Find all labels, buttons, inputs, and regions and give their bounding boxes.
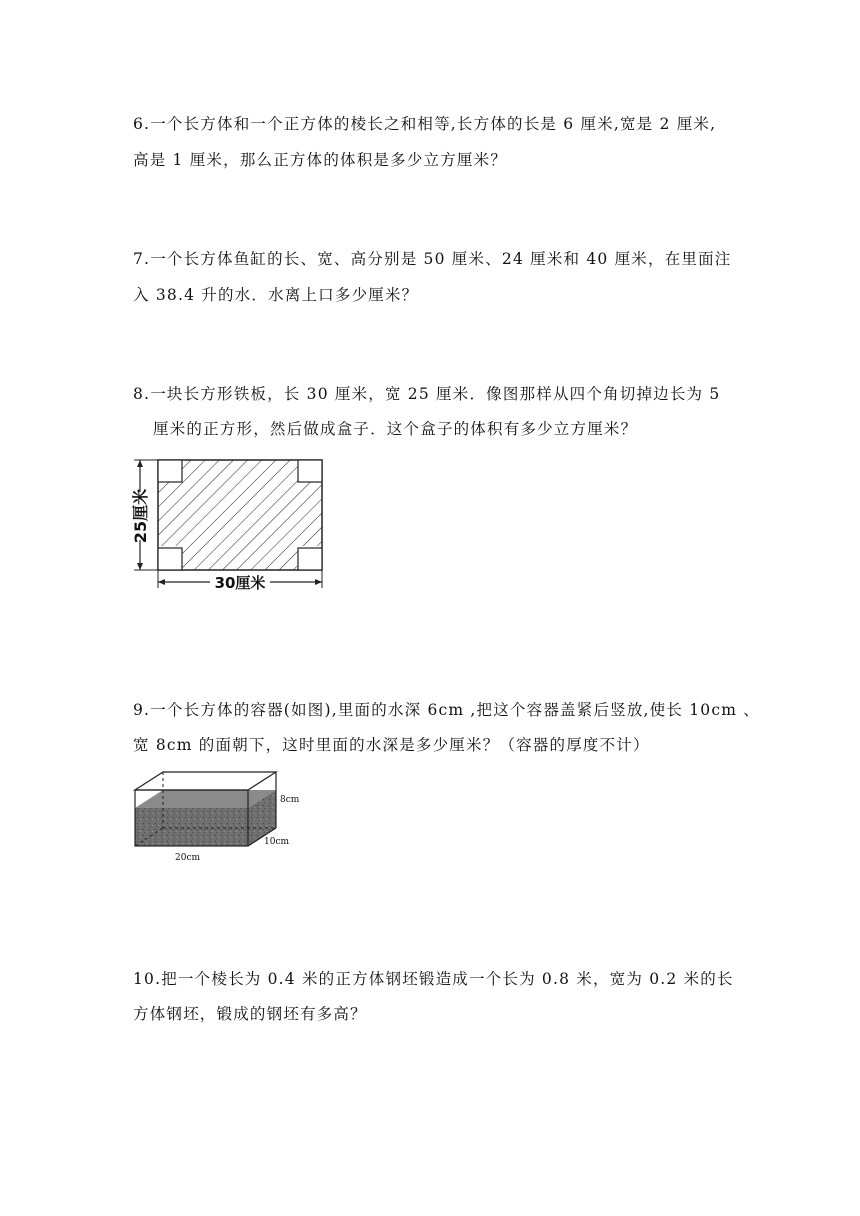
- box-top-face: [135, 772, 276, 790]
- q8-line-1: [133, 382, 720, 404]
- q6-line-2: 高是 1 厘米，那么正方体的体积是多少立方厘米？: [133, 151, 508, 169]
- arrow-right-icon: [315, 579, 322, 585]
- arrow-down-icon: [137, 563, 143, 570]
- corner-square-bottom-right: [298, 548, 322, 570]
- q8-figure: [128, 452, 328, 596]
- arrow-up-icon: [137, 460, 143, 467]
- q9-figure: [130, 768, 320, 867]
- plate-hatch: [158, 460, 322, 570]
- q8-line-2: 厘米的正方形，然后做成盒子．这个盒子的体积有多少立方厘米？: [153, 420, 638, 438]
- height-label: 25厘米: [131, 488, 150, 544]
- corner-square-top-right: [298, 460, 322, 482]
- q7-line-1: [133, 247, 732, 269]
- length-label: 20cm: [175, 853, 201, 863]
- width-label: 30厘米: [214, 574, 266, 592]
- arrow-left-icon: [158, 579, 165, 585]
- height-label: 8cm: [280, 795, 300, 805]
- q10-text-1: 把一个棱长为 0.4 米的正方体钢坯锻造成一个长为 0.8 米，宽为 0.2 米的长: [161, 970, 734, 988]
- q10-number: 10.: [133, 970, 162, 988]
- q6-number: 6.: [133, 115, 151, 133]
- q10-line-1: [133, 967, 734, 989]
- q8-diagram: [128, 452, 328, 592]
- q8-number: 8.: [133, 385, 151, 403]
- q7-line-2: 入 38.4 升的水．水离上口多少厘米？: [133, 286, 419, 304]
- depth-label: 10cm: [264, 837, 290, 847]
- q7-number: 7.: [133, 250, 151, 268]
- q9-diagram: [130, 768, 320, 863]
- q10-line-2: 方体钢坯，锻成的钢坯有多高？: [133, 1005, 367, 1023]
- corner-square-top-left: [158, 460, 182, 482]
- q6-text-1: 一个长方体和一个正方体的棱长之和相等,长方体的长是 6 厘米,宽是 2 厘米,: [150, 115, 717, 133]
- corner-square-bottom-left: [158, 548, 182, 570]
- q8-text-1: 一块长方形铁板，长 30 厘米，宽 25 厘米．像图那样从四个角切掉边长为 5: [150, 385, 721, 403]
- q9-line-1: [133, 698, 760, 720]
- q7-text-1: 一个长方体鱼缸的长、宽、高分别是 50 厘米、24 厘米和 40 厘米，在里面注: [150, 250, 732, 268]
- q9-text-1: 一个长方体的容器(如图),里面的水深 6cm ,把这个容器盖紧后竖放,使长 10cm 、: [150, 701, 760, 719]
- q9-number: 9.: [133, 701, 151, 719]
- q6-line-1: [133, 112, 716, 134]
- q9-line-2: 宽 8cm 的面朝下，这时里面的水深是多少厘米？（容器的厚度不计）: [133, 736, 650, 754]
